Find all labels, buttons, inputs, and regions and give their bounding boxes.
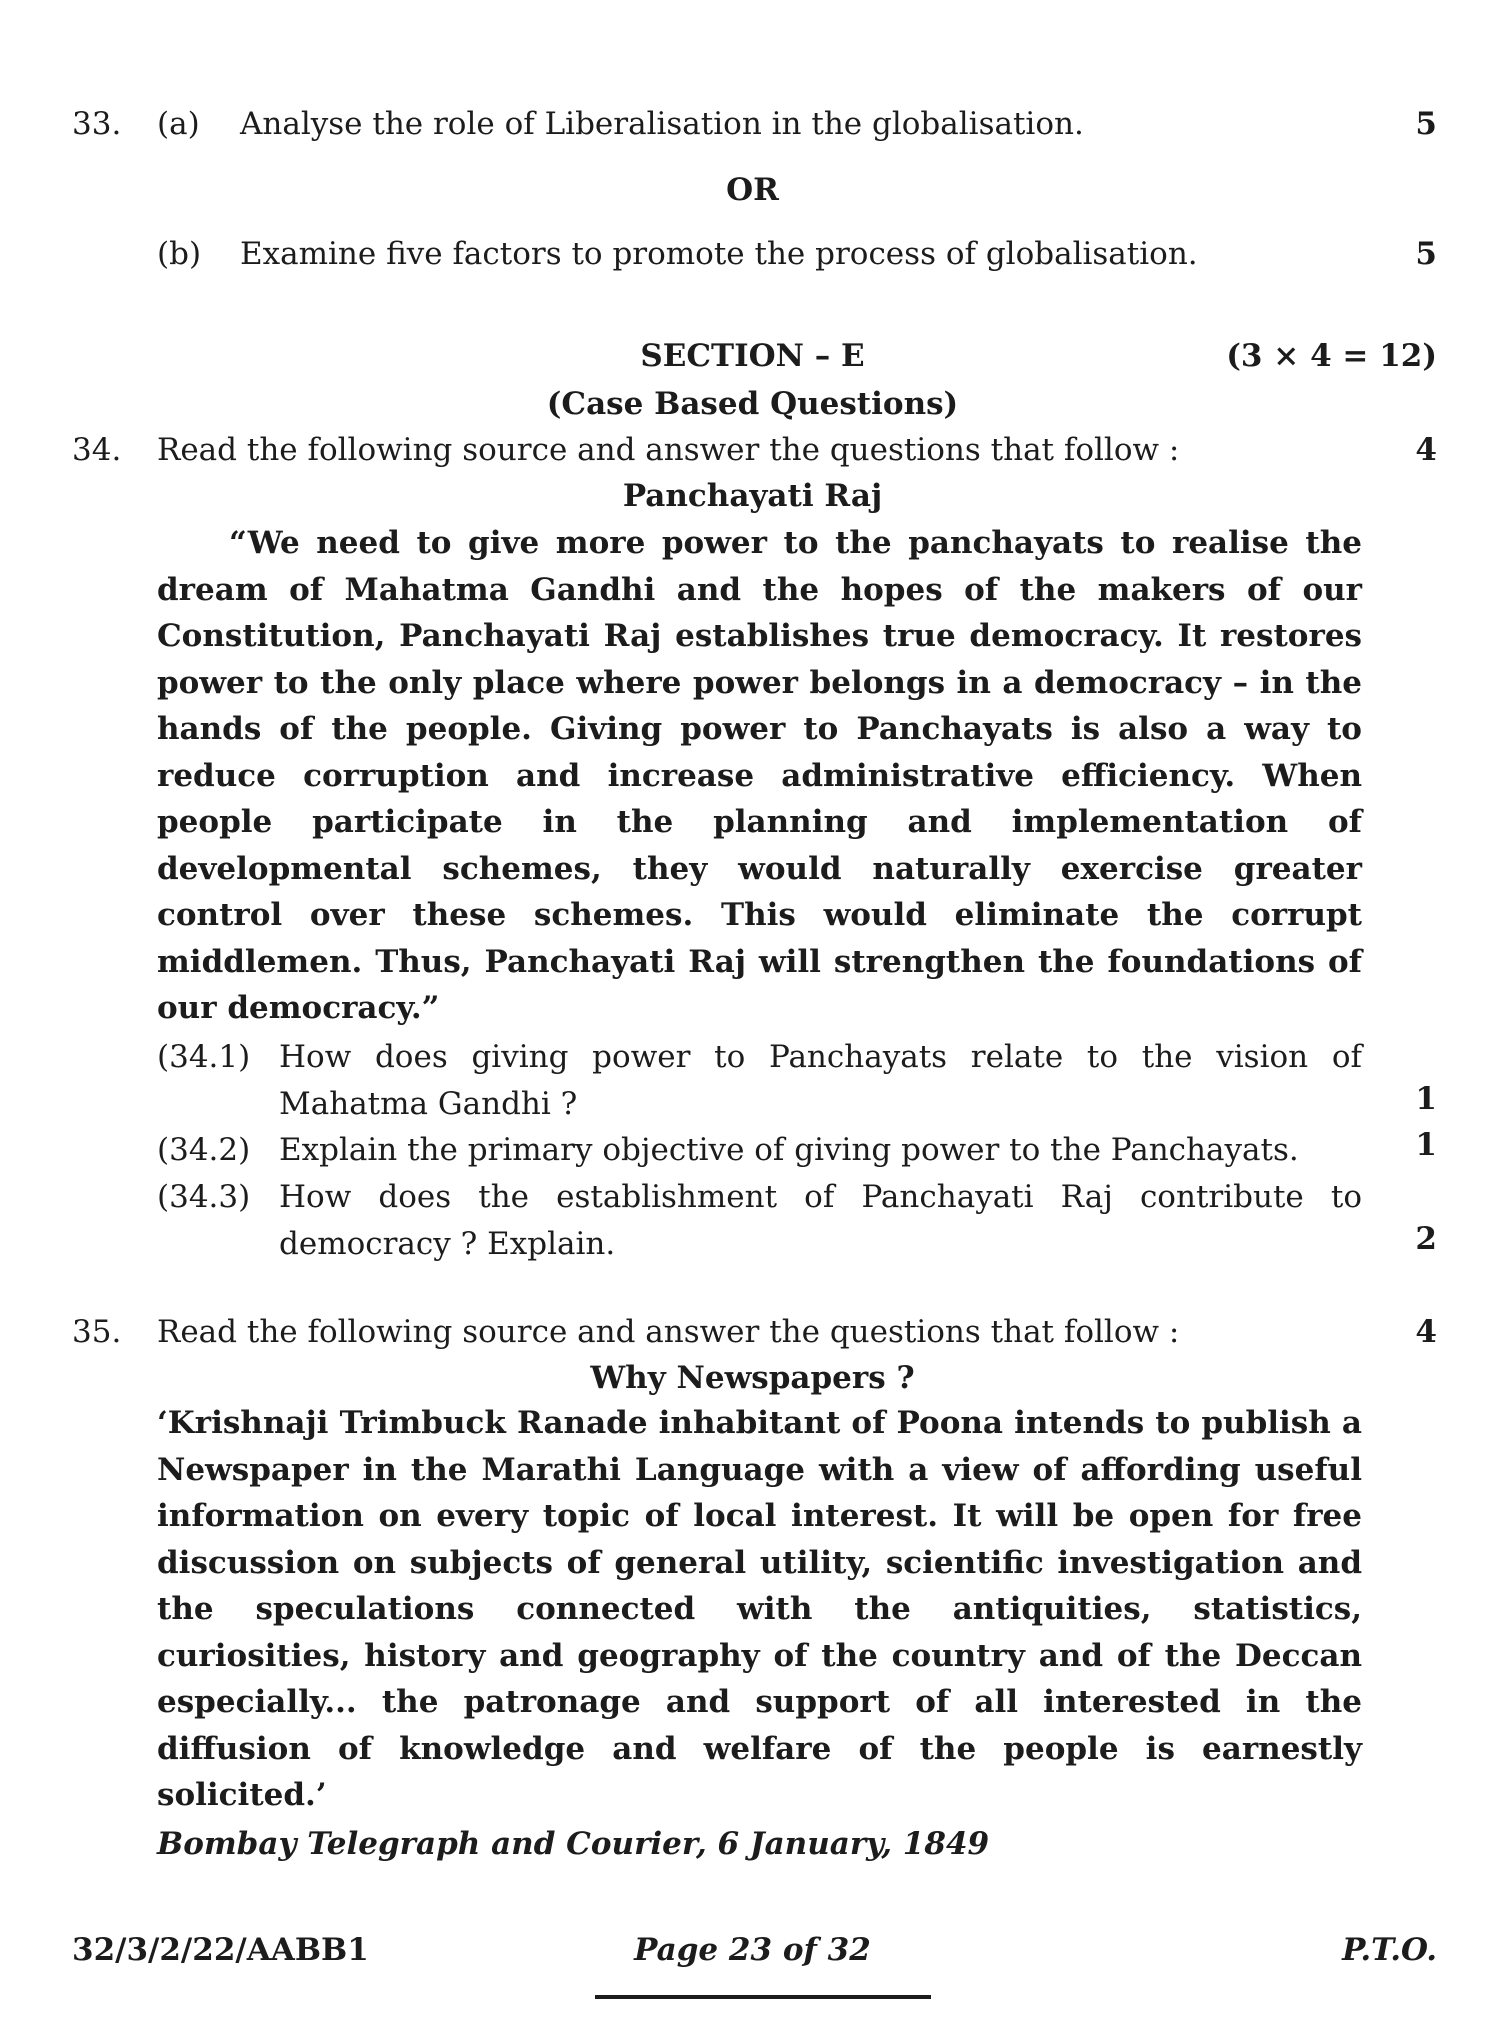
q34-subquestion — [157, 1174, 1362, 1267]
q34-number: 34. — [72, 432, 122, 468]
q35-marks: 4 — [1415, 1314, 1437, 1350]
q34-2-number: (34.2) — [157, 1132, 251, 1168]
q34-passage: “We need to give more power to the panchayats to realise the dream of Mahatma Gandhi and the hopes of the makers of our Constitution, Panchayati Raj establishes true democracy. It restores power to the only place where power belongs in a democracy – in the hands of the people. Giving power to Panchayats is also a way to reduce corruption and increase administrative efficiency. When people participate in the planning and implementation of developmental schemes, they would naturally exercise greater control over these schemes. This would eliminate the corrupt middlemen. Thus, Panchayati Raj will strengthen the foundations of our democracy.” — [157, 525, 1362, 1026]
q33-or: OR — [726, 172, 779, 208]
q34-source-title: Panchayati Raj — [622, 478, 883, 514]
section-e-title: SECTION – E — [640, 338, 865, 374]
q34-marks: 4 — [1415, 432, 1437, 468]
q33-number: 33. — [72, 106, 122, 142]
q35-passage: ‘Krishnaji Trimbuck Ranade inhabitant of Poona intends to publish a Newspaper in the Marathi Language with a view of affording useful information on every topic of local interest. It will be open for free discussion on subjects of general utility, scientific investigation and the speculations connected with the antiquities, statistics, curiosities, history and geography of the country and of the Deccan especially... the patronage and support of all interested in the diffusion of knowledge and welfare of the people is earnestly solicited.’ — [157, 1405, 1362, 1813]
q34-2-text: Explain the primary objective of giving power to the Panchayats. — [279, 1132, 1299, 1168]
q34-2-marks: 1 — [1415, 1127, 1437, 1163]
q33-b-label: (b) — [157, 236, 202, 272]
q33-b-marks: 5 — [1415, 236, 1437, 272]
section-e-subtitle: (Case Based Questions) — [546, 386, 959, 422]
q34-1-marks: 1 — [1415, 1081, 1437, 1117]
footer-page-number: Page 23 of 32 — [634, 1932, 871, 1968]
footer-underline — [595, 1995, 931, 1999]
footer-paper-code: 32/3/2/22/AABB1 — [72, 1932, 369, 1968]
q34-3-marks: 2 — [1415, 1221, 1437, 1257]
q35-instruction: Read the following source and answer the questions that follow : — [157, 1314, 1180, 1350]
q35-number: 35. — [72, 1314, 122, 1350]
section-e-marks-scheme: (3 × 4 = 12) — [1226, 338, 1437, 374]
q34-3-text: How does the establishment of Panchayati Raj contribute to democracy ? Explain. — [279, 1179, 1362, 1262]
q35-citation: Bombay Telegraph and Courier, 6 January, 1849 — [157, 1826, 990, 1862]
q34-subquestion — [157, 1034, 1362, 1127]
q34-instruction: Read the following source and answer the questions that follow : — [157, 432, 1180, 468]
q33-a-label: (a) — [157, 106, 200, 142]
q33-a-marks: 5 — [1415, 106, 1437, 142]
q33-a-text: Analyse the role of Liberalisation in the globalisation. — [240, 106, 1084, 142]
q34-1-text: How does giving power to Panchayats relate to the vision of Mahatma Gandhi ? — [279, 1039, 1362, 1122]
q34-1-number: (34.1) — [157, 1039, 251, 1075]
q34-subquestion — [157, 1127, 1362, 1173]
q34-3-number: (34.3) — [157, 1179, 251, 1215]
footer-pto: P.T.O. — [1342, 1932, 1437, 1968]
q33-b-text: Examine five factors to promote the process of globalisation. — [240, 236, 1198, 272]
q35-source-title: Why Newspapers ? — [590, 1360, 915, 1396]
